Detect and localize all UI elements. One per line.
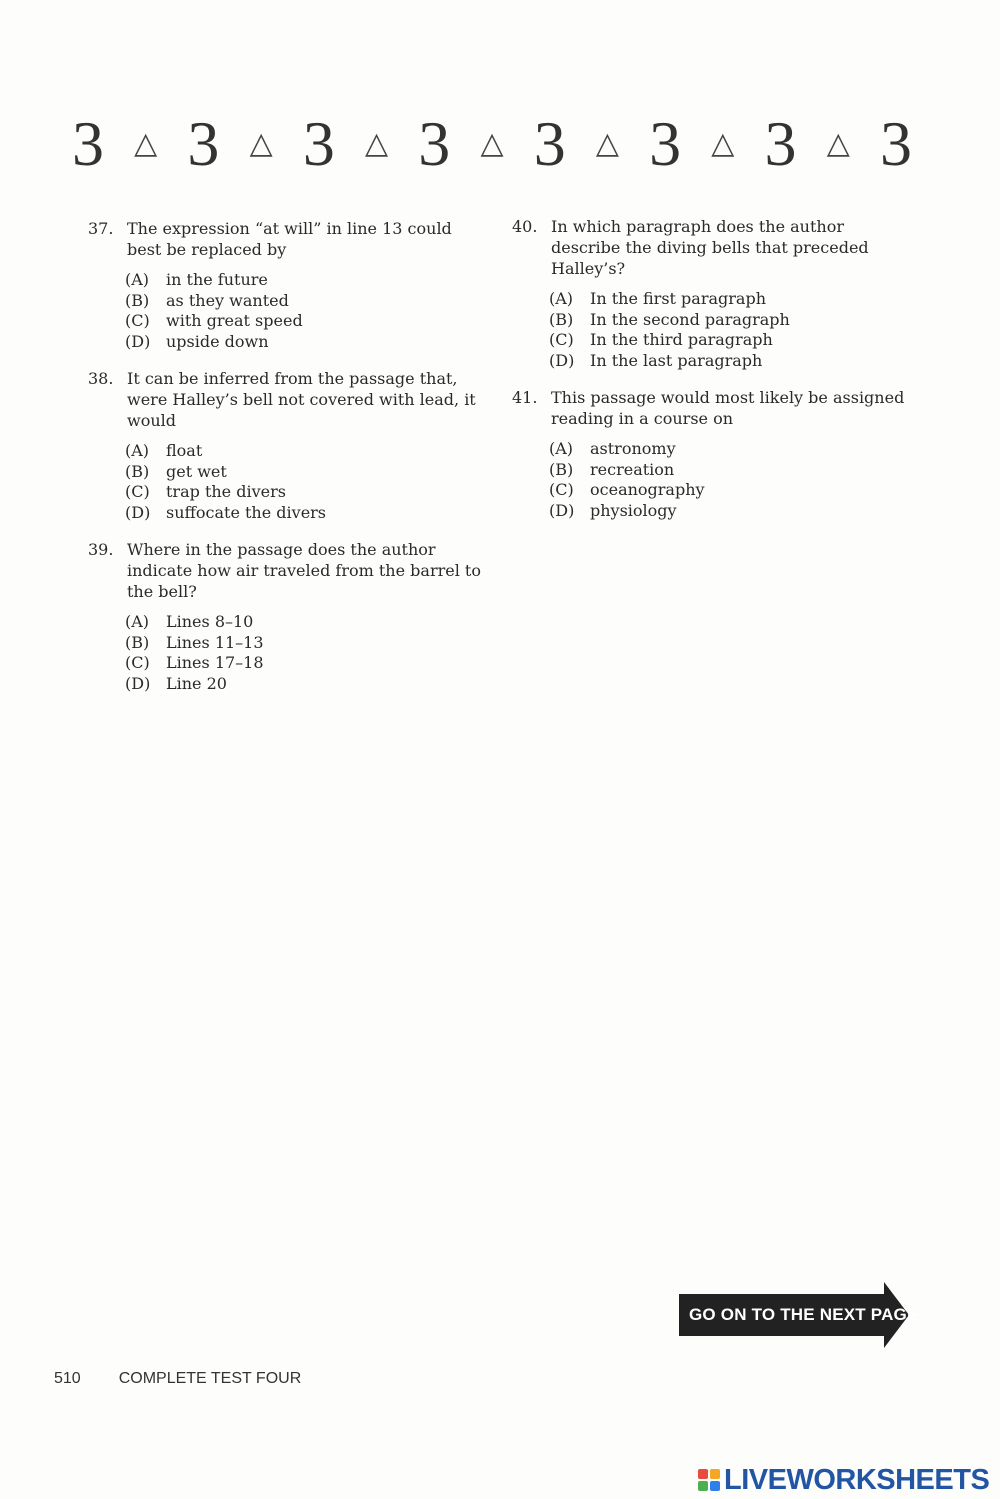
- answer-option[interactable]: [125, 311, 488, 332]
- answer-option[interactable]: [125, 332, 488, 353]
- answer-option[interactable]: [549, 439, 912, 460]
- option-text: upside down: [166, 331, 269, 351]
- option-letter: (C): [549, 480, 574, 499]
- answer-option[interactable]: [549, 480, 912, 501]
- go-on-next-page-arrow: [679, 1282, 919, 1348]
- section-number: 3: [649, 108, 682, 179]
- answer-option[interactable]: [125, 270, 488, 291]
- running-title: COMPLETE TEST FOUR: [118, 1370, 302, 1387]
- section-number: 3: [72, 108, 104, 179]
- question-stem: [88, 368, 488, 431]
- triangle-icon: △: [249, 126, 273, 161]
- question-item: [88, 539, 488, 694]
- option-letter: (D): [549, 350, 575, 370]
- triangle-icon: △: [480, 126, 504, 161]
- option-text: physiology: [590, 500, 677, 520]
- answer-option[interactable]: [549, 460, 912, 481]
- option-letter: (B): [125, 461, 150, 481]
- right-question-column: [512, 216, 912, 537]
- triangle-icon: △: [595, 126, 619, 161]
- option-text: recreation: [590, 459, 675, 479]
- section-number: 3: [302, 108, 335, 179]
- option-letter: (A): [549, 439, 574, 458]
- option-text: Lines 17–18: [166, 653, 264, 672]
- question-number: 40.: [512, 217, 538, 236]
- answer-options: [125, 270, 488, 352]
- option-letter: (B): [125, 632, 150, 652]
- option-letter: (C): [125, 482, 150, 501]
- answer-options: [125, 441, 488, 523]
- answer-option[interactable]: [125, 653, 488, 674]
- answer-options: [125, 612, 488, 694]
- option-text: Lines 8–10: [166, 612, 254, 631]
- answer-option[interactable]: [125, 503, 488, 524]
- answer-option[interactable]: [549, 501, 912, 522]
- answer-options: [549, 439, 912, 521]
- option-letter: (D): [125, 331, 151, 351]
- answer-option[interactable]: [549, 330, 912, 351]
- question-text: In which paragraph does the author describe the diving bells that preceded Halley’s?: [551, 217, 869, 278]
- option-letter: (C): [125, 653, 150, 672]
- option-letter: (D): [125, 673, 151, 693]
- question-number: 39.: [88, 540, 114, 559]
- option-text: in the future: [166, 270, 268, 289]
- section-number: 3: [879, 108, 912, 179]
- answer-option[interactable]: [549, 310, 912, 331]
- option-letter: (B): [125, 290, 150, 310]
- option-text: get wet: [166, 461, 227, 481]
- question-number: 37.: [88, 219, 114, 238]
- option-text: trap the divers: [166, 482, 286, 501]
- question-number: 41.: [512, 388, 538, 407]
- section-number: 3: [418, 108, 451, 179]
- answer-option[interactable]: [125, 462, 488, 483]
- question-text: The expression “at will” in line 13 could best be replaced by: [127, 219, 452, 259]
- answer-option[interactable]: [125, 633, 488, 654]
- option-letter: (A): [125, 612, 150, 631]
- option-text: astronomy: [590, 439, 676, 458]
- option-text: In the last paragraph: [590, 350, 763, 370]
- question-stem: [88, 218, 488, 260]
- logo-square: [698, 1469, 708, 1479]
- option-text: as they wanted: [166, 290, 289, 310]
- question-item: [512, 216, 912, 371]
- question-item: [88, 368, 488, 523]
- answer-option[interactable]: [125, 291, 488, 312]
- answer-option[interactable]: [549, 289, 912, 310]
- question-text: Where in the passage does the author indicate how air traveled from the barrel to the bell?: [127, 540, 481, 601]
- page-footer: [54, 1370, 301, 1388]
- logo-square: [710, 1481, 720, 1491]
- option-text: with great speed: [166, 311, 303, 330]
- section-number: 3: [764, 108, 797, 179]
- option-letter: (B): [549, 459, 574, 479]
- option-text: float: [166, 441, 203, 460]
- option-letter: (A): [125, 270, 150, 289]
- question-number: 38.: [88, 369, 114, 388]
- option-letter: (D): [125, 502, 151, 522]
- question-stem: [512, 216, 912, 279]
- question-text: It can be inferred from the passage that, were Halley’s bell not covered with lead, it would: [127, 369, 476, 430]
- answer-option[interactable]: [125, 441, 488, 462]
- section-number: 3: [187, 108, 220, 179]
- option-letter: (A): [125, 441, 150, 460]
- option-letter: (B): [549, 309, 574, 329]
- triangle-icon: △: [826, 126, 850, 161]
- logo-square: [710, 1469, 720, 1479]
- answer-option[interactable]: [125, 482, 488, 503]
- section-number: 3: [533, 108, 566, 179]
- question-stem: [512, 387, 912, 429]
- question-stem: [88, 539, 488, 602]
- option-text: In the third paragraph: [590, 330, 773, 349]
- answer-option[interactable]: [125, 612, 488, 633]
- option-letter: (D): [549, 500, 575, 520]
- triangle-icon: △: [134, 126, 158, 161]
- option-text: Lines 11–13: [166, 632, 264, 652]
- option-text: oceanography: [590, 480, 705, 499]
- liveworksheets-logo-icon: [698, 1469, 720, 1491]
- section-header: [72, 108, 912, 180]
- go-on-label: GO ON TO THE NEXT PAGE: [689, 1305, 919, 1324]
- triangle-icon: △: [711, 126, 735, 161]
- answer-option[interactable]: [125, 674, 488, 695]
- option-text: In the first paragraph: [590, 289, 766, 308]
- page-number: 510: [54, 1370, 81, 1387]
- answer-options: [549, 289, 912, 371]
- question-text: This passage would most likely be assigned reading in a course on: [551, 388, 905, 428]
- option-letter: (A): [549, 289, 574, 308]
- option-text: suffocate the divers: [166, 502, 327, 522]
- triangle-icon: △: [365, 126, 389, 161]
- brand-name: LIVEWORKSHEETS: [724, 1463, 990, 1496]
- liveworksheets-brand: [698, 1463, 989, 1497]
- answer-option[interactable]: [549, 351, 912, 372]
- question-item: [88, 218, 488, 352]
- option-letter: (C): [125, 311, 150, 330]
- option-text: Line 20: [166, 673, 227, 693]
- option-text: In the second paragraph: [590, 309, 790, 329]
- left-question-column: [88, 218, 488, 710]
- logo-square: [698, 1481, 708, 1491]
- question-item: [512, 387, 912, 521]
- option-letter: (C): [549, 330, 574, 349]
